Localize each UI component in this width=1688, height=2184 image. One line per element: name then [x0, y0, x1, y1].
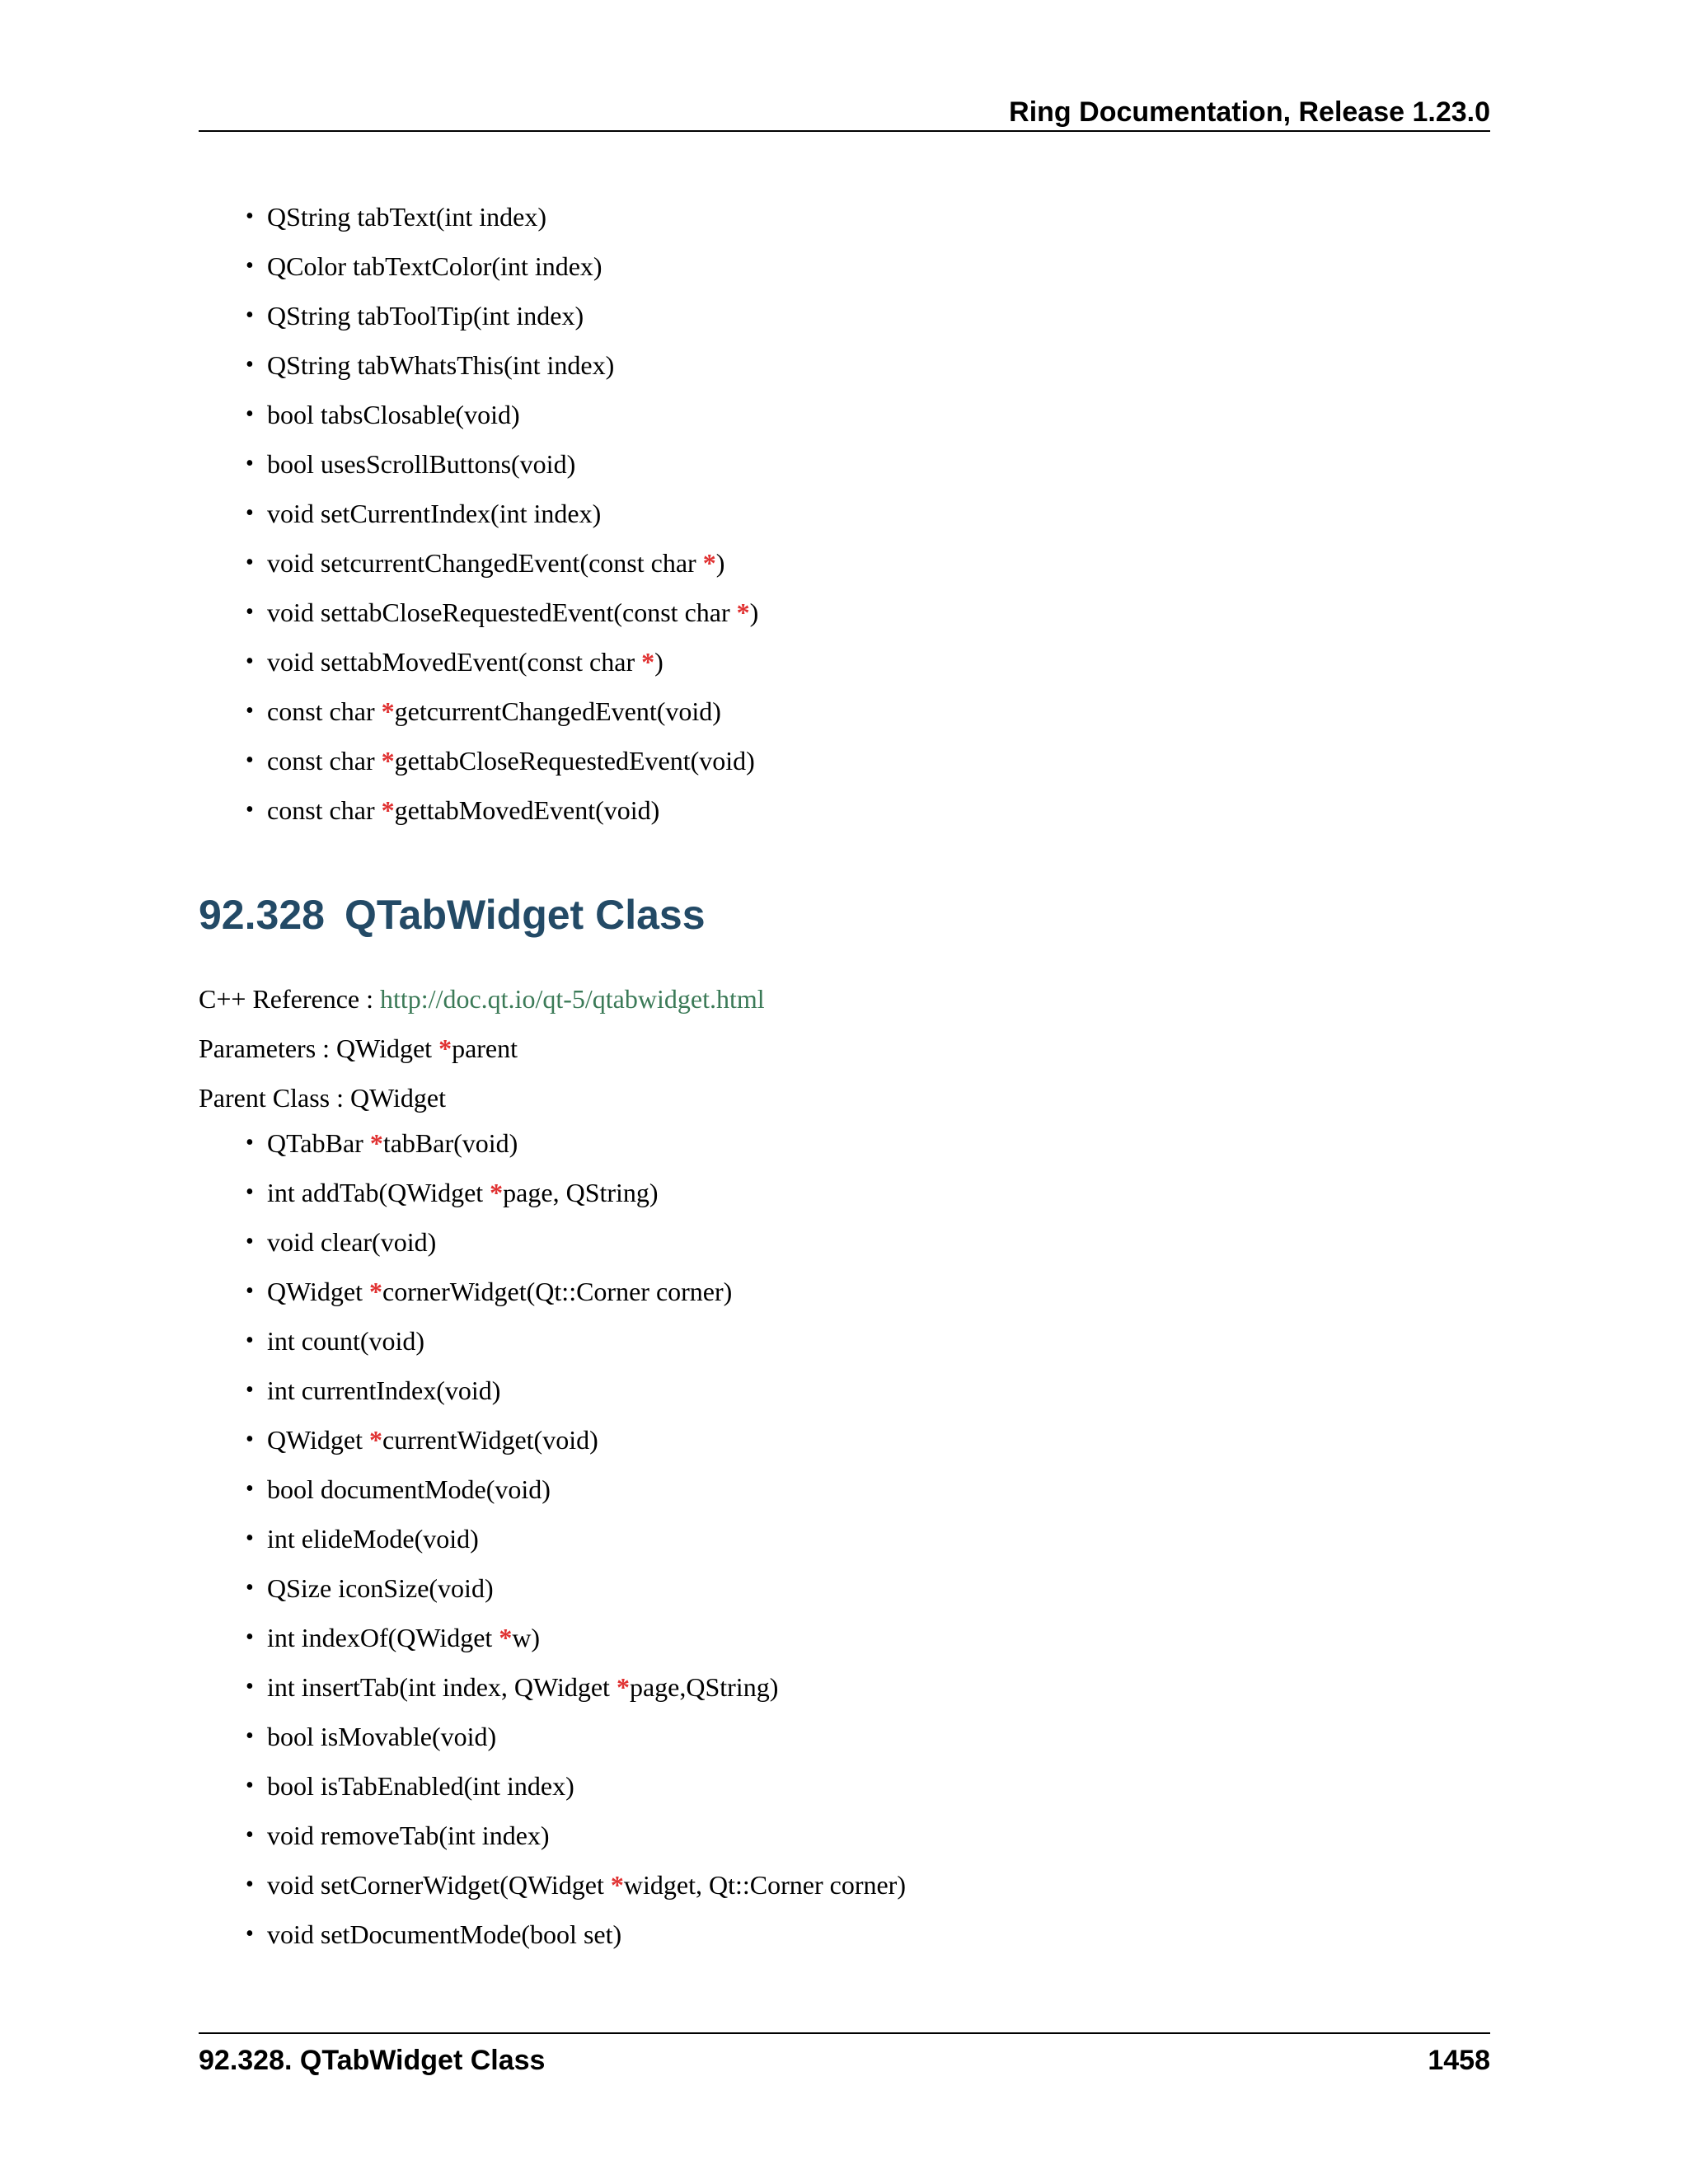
- bullet-icon: •: [246, 500, 254, 526]
- method-item: [246, 1613, 906, 1662]
- pointer-star: *: [610, 1870, 624, 1900]
- method-text: ): [654, 647, 663, 677]
- bullet-icon: •: [246, 352, 254, 377]
- cpp-reference-link[interactable]: http://doc.qt.io/qt-5/qtabwidget.html: [380, 984, 765, 1014]
- method-item: [246, 1465, 906, 1514]
- method-item: [246, 785, 758, 835]
- method-item: [246, 538, 758, 588]
- method-text: QSize iconSize(void): [267, 1573, 494, 1603]
- section-title: QTabWidget Class: [344, 892, 706, 938]
- bullet-icon: •: [246, 1427, 254, 1452]
- pointer-star: *: [369, 1425, 383, 1455]
- bullet-icon: •: [246, 1624, 254, 1650]
- method-item: [246, 1563, 906, 1613]
- bullet-icon: •: [246, 748, 254, 773]
- method-text: tabBar(void): [382, 1128, 518, 1158]
- method-item: [246, 390, 758, 439]
- method-item: [246, 1811, 906, 1860]
- method-text: QWidget: [267, 1277, 370, 1306]
- page-footer: [199, 2032, 1490, 2083]
- method-item: [246, 192, 758, 241]
- method-text: QString tabText(int index): [267, 202, 547, 232]
- method-item: [246, 1761, 906, 1811]
- bullet-icon: •: [246, 550, 254, 575]
- method-item: [246, 1712, 906, 1761]
- method-item: [246, 1316, 906, 1366]
- bullet-icon: •: [246, 204, 254, 229]
- bullet-icon: •: [246, 1130, 254, 1155]
- bullet-icon: •: [246, 253, 254, 279]
- method-item: [246, 736, 758, 785]
- method-text: bool documentMode(void): [267, 1474, 551, 1504]
- method-text: const char: [267, 795, 382, 825]
- pointer-star: *: [369, 1128, 383, 1158]
- method-text: int insertTab(int index, QWidget: [267, 1672, 617, 1702]
- bullet-icon: •: [246, 1723, 254, 1749]
- method-item: [246, 1217, 906, 1267]
- bullet-icon: •: [246, 1476, 254, 1502]
- bullet-icon: •: [246, 1278, 254, 1304]
- method-text: cornerWidget(Qt::Corner corner): [382, 1277, 733, 1306]
- method-text: void clear(void): [267, 1227, 437, 1257]
- parameters-line: [199, 1024, 518, 1073]
- parent-class-label: Parent Class :: [199, 1083, 350, 1113]
- method-text: QWidget: [267, 1425, 370, 1455]
- header-title: Ring Documentation, Release 1.23.0: [1009, 96, 1490, 128]
- pointer-star: *: [641, 647, 655, 677]
- pointer-star: *: [381, 696, 395, 726]
- method-item: [246, 637, 758, 687]
- method-text: w): [512, 1623, 541, 1652]
- parent-class-line: [199, 1073, 446, 1122]
- method-text: gettabMovedEvent(void): [394, 795, 660, 825]
- method-text: QColor tabTextColor(int index): [267, 251, 603, 281]
- method-text: page, QString): [503, 1178, 659, 1207]
- bullet-icon: •: [246, 1822, 254, 1848]
- bullet-icon: •: [246, 1674, 254, 1699]
- section-heading: [199, 882, 706, 948]
- section-number: 92.328: [199, 892, 325, 938]
- footer-page-number: 1458: [1428, 2045, 1490, 2076]
- method-item: [246, 1514, 906, 1563]
- method-text: widget, Qt::Corner corner): [623, 1870, 906, 1900]
- method-text: currentWidget(void): [382, 1425, 598, 1455]
- method-item: [246, 489, 758, 538]
- footer-section-title: 92.328. QTabWidget Class: [199, 2045, 546, 2076]
- pointer-star: *: [702, 548, 716, 578]
- method-item: [246, 1168, 906, 1217]
- method-text: int count(void): [267, 1326, 425, 1356]
- method-item: [246, 439, 758, 489]
- method-text: int elideMode(void): [267, 1524, 479, 1554]
- bullet-icon: •: [246, 1575, 254, 1601]
- pointer-star: *: [369, 1277, 383, 1306]
- method-text: const char: [267, 696, 382, 726]
- method-text: void settabCloseRequestedEvent(const char: [267, 598, 737, 627]
- method-text: int currentIndex(void): [267, 1376, 501, 1405]
- method-text: void settabMovedEvent(const char: [267, 647, 642, 677]
- bullet-icon: •: [246, 599, 254, 625]
- method-item: [246, 241, 758, 291]
- method-text: QString tabToolTip(int index): [267, 301, 584, 330]
- method-list-tabbar: [246, 192, 758, 835]
- method-text: void removeTab(int index): [267, 1821, 550, 1850]
- pointer-star: *: [438, 1033, 452, 1063]
- bullet-icon: •: [246, 1328, 254, 1353]
- method-item: [246, 340, 758, 390]
- bullet-icon: •: [246, 1179, 254, 1205]
- pointer-star: *: [499, 1623, 513, 1652]
- pointer-star: *: [616, 1672, 630, 1702]
- method-text: int indexOf(QWidget: [267, 1623, 499, 1652]
- method-text: ): [749, 598, 759, 627]
- method-item: [246, 1662, 906, 1712]
- bullet-icon: •: [246, 1526, 254, 1551]
- method-item: [246, 588, 758, 637]
- parent-class-value: QWidget: [349, 1083, 446, 1113]
- pointer-star: *: [381, 795, 395, 825]
- bullet-icon: •: [246, 302, 254, 328]
- method-text: gettabCloseRequestedEvent(void): [394, 746, 755, 776]
- pointer-star: *: [381, 746, 395, 776]
- bullet-icon: •: [246, 451, 254, 476]
- bullet-icon: •: [246, 1921, 254, 1947]
- method-text: const char: [267, 746, 382, 776]
- method-item: [246, 1415, 906, 1465]
- pointer-star: *: [736, 598, 750, 627]
- method-item: [246, 1910, 906, 1959]
- method-item: [246, 1118, 906, 1168]
- method-text: void setcurrentChangedEvent(const char: [267, 548, 703, 578]
- method-item: [246, 1366, 906, 1415]
- method-text: ): [715, 548, 725, 578]
- method-item: [246, 687, 758, 736]
- bullet-icon: •: [246, 401, 254, 427]
- bullet-icon: •: [246, 649, 254, 674]
- method-text: getcurrentChangedEvent(void): [394, 696, 721, 726]
- page-header: [199, 89, 1490, 132]
- parameters-name: parent: [452, 1033, 518, 1063]
- method-text: QString tabWhatsThis(int index): [267, 350, 615, 380]
- bullet-icon: •: [246, 698, 254, 724]
- method-text: void setCurrentIndex(int index): [267, 499, 602, 528]
- parameters-label: Parameters :: [199, 1033, 337, 1063]
- method-text: int addTab(QWidget: [267, 1178, 490, 1207]
- cpp-reference-line: [199, 974, 765, 1024]
- method-text: bool tabsClosable(void): [267, 400, 520, 429]
- bullet-icon: •: [246, 797, 254, 823]
- method-text: page,QString): [629, 1672, 779, 1702]
- bullet-icon: •: [246, 1872, 254, 1897]
- method-text: void setDocumentMode(bool set): [267, 1919, 622, 1949]
- method-text: bool usesScrollButtons(void): [267, 449, 576, 479]
- pointer-star: *: [490, 1178, 504, 1207]
- method-text: bool isTabEnabled(int index): [267, 1771, 574, 1801]
- bullet-icon: •: [246, 1229, 254, 1254]
- method-text: bool isMovable(void): [267, 1722, 497, 1751]
- bullet-icon: •: [246, 1377, 254, 1403]
- method-item: [246, 1267, 906, 1316]
- parameters-type: QWidget: [336, 1033, 439, 1063]
- method-text: QTabBar: [267, 1128, 370, 1158]
- cpp-reference-label: C++ Reference :: [199, 984, 380, 1014]
- method-list-tabwidget: [246, 1118, 906, 1959]
- method-item: [246, 1860, 906, 1910]
- bullet-icon: •: [246, 1773, 254, 1798]
- method-text: void setCornerWidget(QWidget: [267, 1870, 611, 1900]
- method-item: [246, 291, 758, 340]
